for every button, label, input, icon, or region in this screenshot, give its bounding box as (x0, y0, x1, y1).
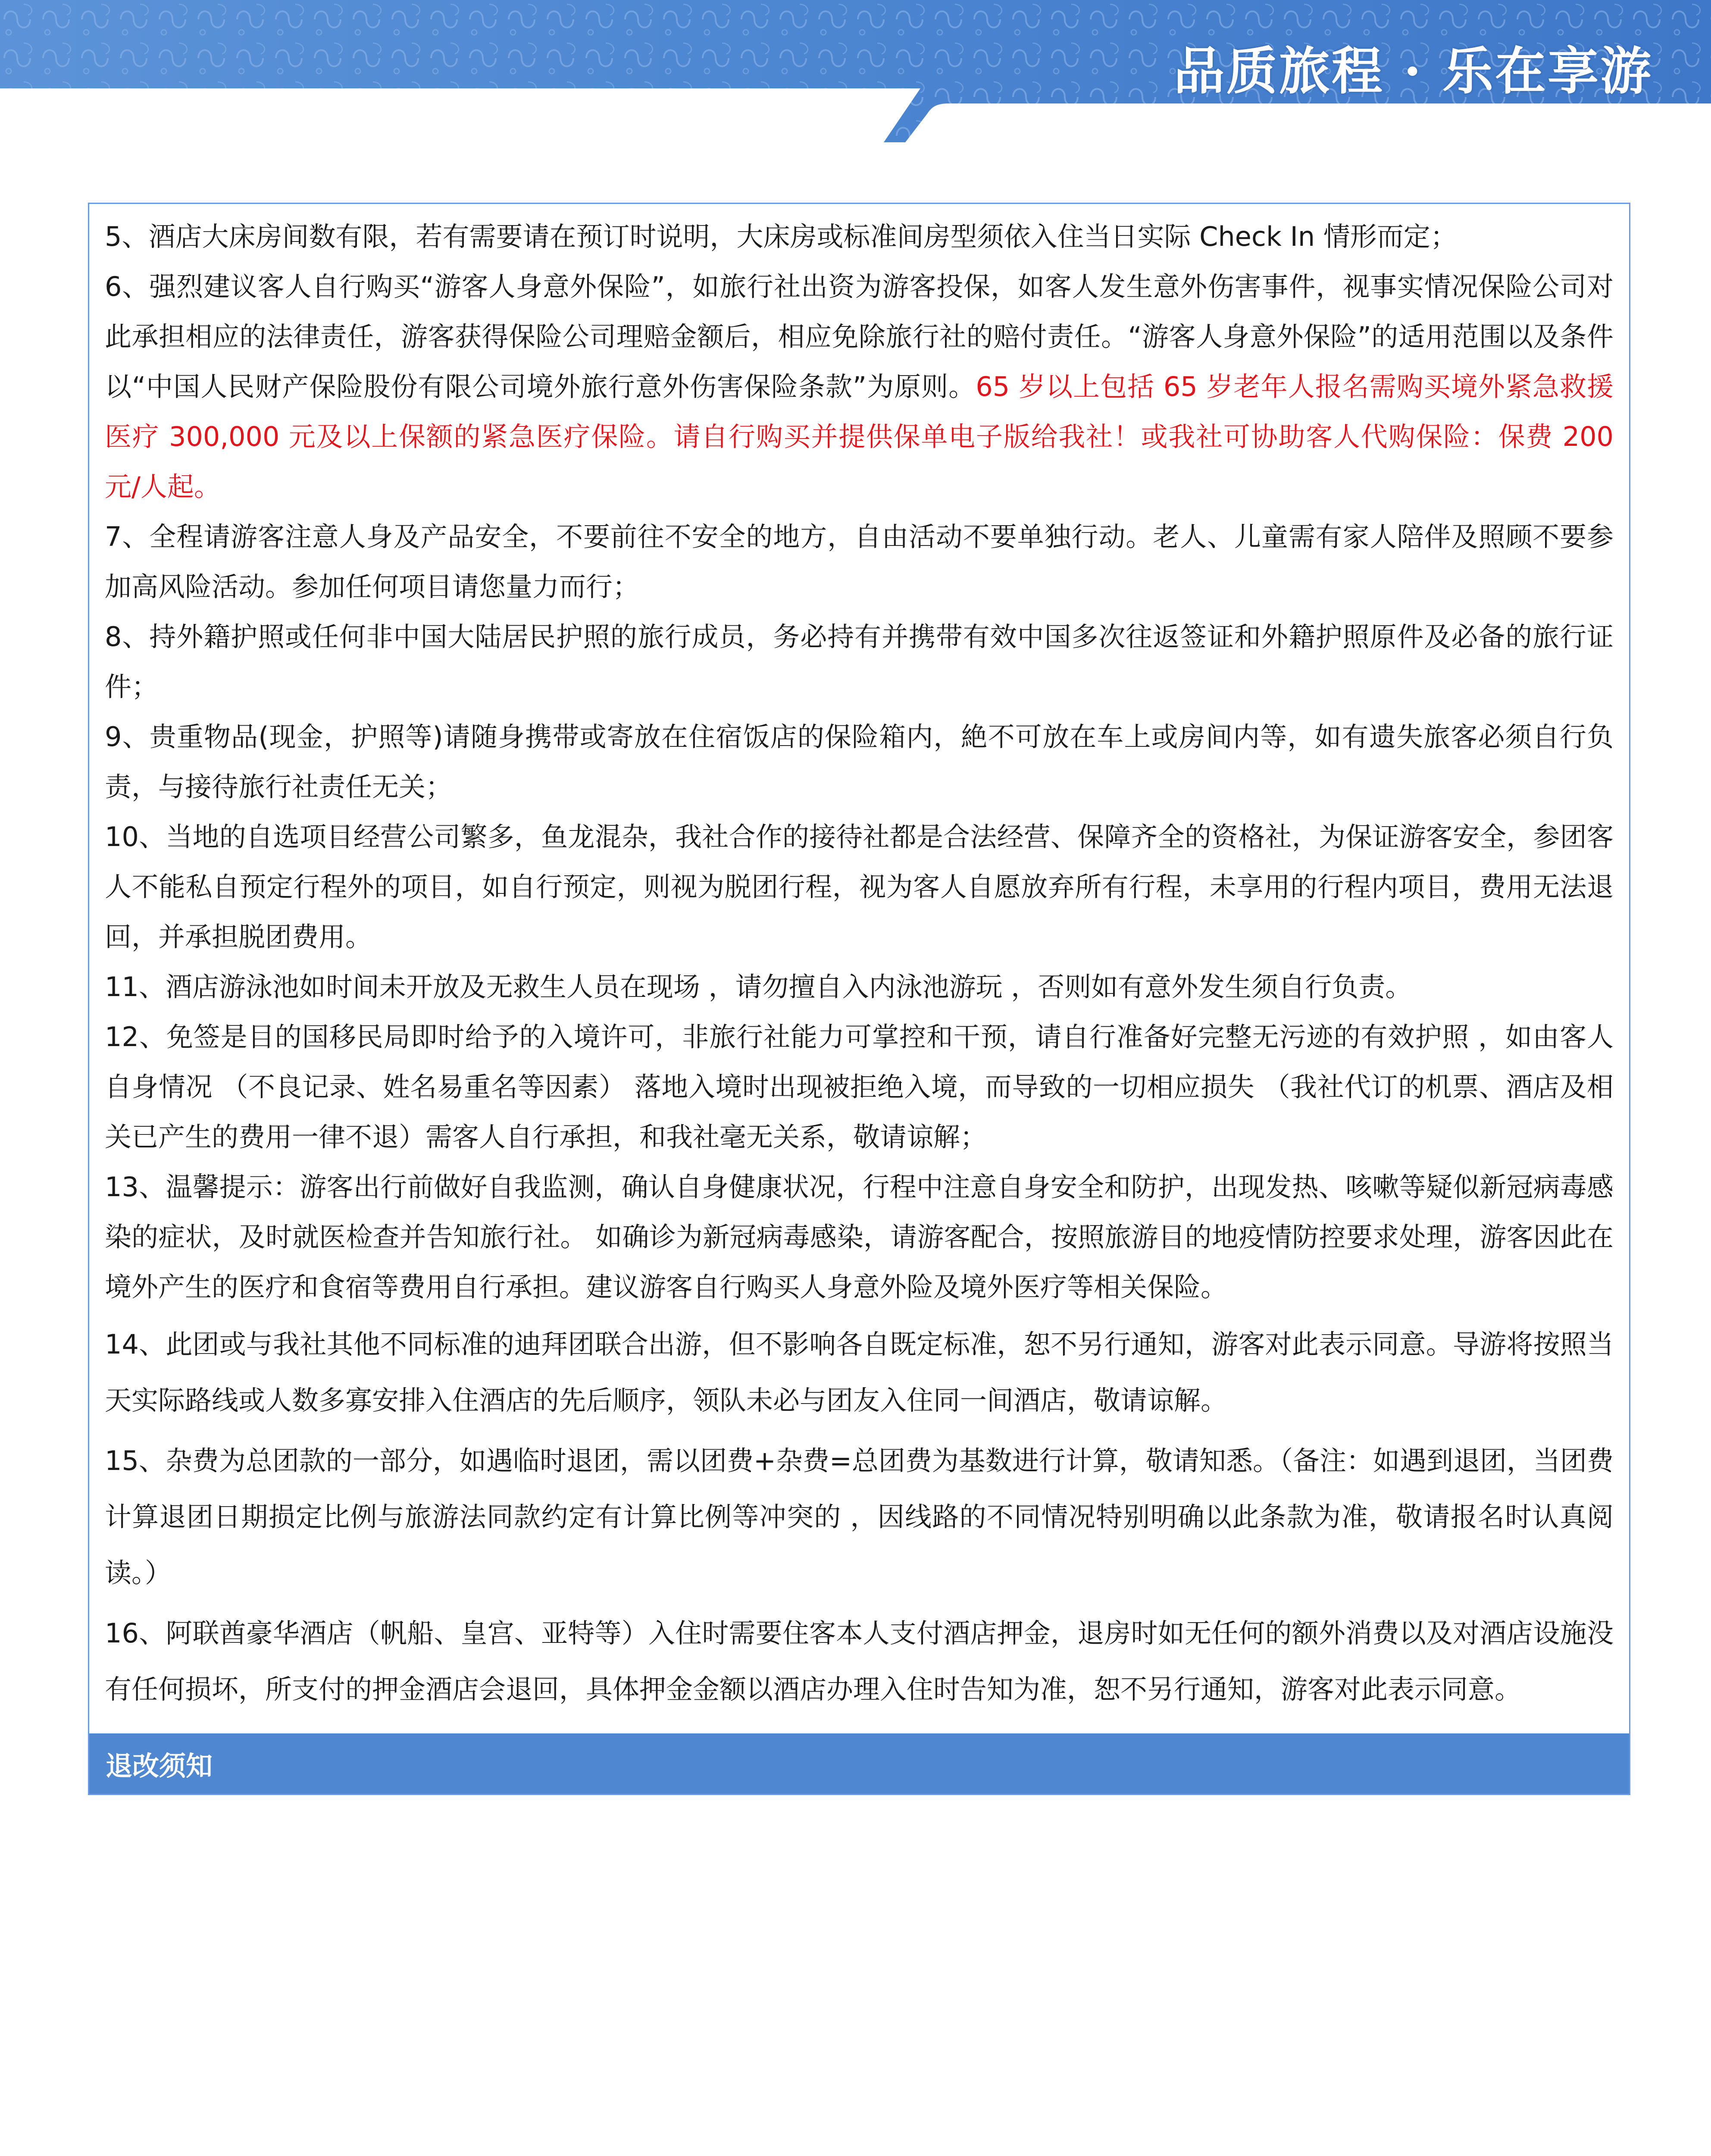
slogan: 品质旅程 · 乐在享游 (1173, 41, 1653, 101)
term-13: 13、温馨提示：游客出行前做好自我监测，确认自身健康状况，行程中注意自身安全和防护，出现发热、咳嗽等疑似新冠病毒感染的症状，及时就医检查并告知旅行社。 如确诊为新冠病毒感染，请游客配合，按照旅游目的地疫情防控要求处理，游客因此在境外产生的医疗和食宿等费用自行承担。建议游客自行购买人身意外险及境外医疗等相关保险。 (105, 1171, 1614, 1303)
terms-list (89, 204, 1629, 1717)
term-7: 7、全程请游客注意人身及产品安全，不要前往不安全的地方，自由活动不要单独行动。老人、儿童需有家人陪伴及照顾不要参加高风险活动。参加任何项目请您量力而行； (105, 521, 1614, 602)
term-12: 12、免签是目的国移民局即时给予的入境许可，非旅行社能力可掌控和干预，请自行准备好完整无污迹的有效护照 ，如由客人自身情况 （不良记录、姓名易重名等因素） 落地入境时出现被拒绝入境，而导致的一切相应损失 （我社代订的机票、酒店及相关已产生的费用一律不退）需客人自行承担，和我社毫无关系，敬请谅解； (105, 1021, 1614, 1153)
term-6-warning: 65 岁以上包括 65 岁老年人报名需购买境外紧急救援医疗 300,000 元及以上保额的紧急医疗保险。请自行购买并提供保单电子版给我社！或我社可协助客人代购保险：保费 200 元/人起。 (105, 371, 1614, 502)
terms-box (88, 203, 1630, 1795)
section-title: 退改须知 (106, 1750, 213, 1782)
term-5: 5、酒店大床房间数有限，若有需要请在预订时说明，大床房或标准间房型须依入住当日实际 Check In 情形而定； (105, 221, 1457, 252)
term-11: 11、酒店游泳池如时间未开放及无救生人员在现场 ，请勿擅自入内泳池游玩 ，否则如有意外发生须自行负责。 (105, 971, 1412, 1003)
term-9: 9、贵重物品(现金，护照等)请随身携带或寄放在住宿饭店的保险箱内，絶不可放在车上或房间内等，如有遗失旅客必须自行负责，与接待旅行社责任无关； (105, 721, 1614, 802)
term-8: 8、持外籍护照或任何非中国大陆居民护照的旅行成员，务必持有并携带有效中国多次往返签证和外籍护照原件及必备的旅行证件； (105, 621, 1614, 702)
header-banner (0, 0, 1711, 142)
section-header-refund (89, 1733, 1629, 1794)
term-6-text: 6、强烈建议客人自行购买“游客人身意外保险”，如旅行社出资为游客投保，如客人发生意外伤害事件，视事实情况保险公司对此承担相应的法律责任，游客获得保险公司理赔金额后，相应免除旅行社的赔付责任。“游客人身意外保险”的适用范围以及条件以“中国人民财产保险股份有限公司境外旅行意外伤害保险条款”为原则。 (105, 271, 1614, 402)
term-10: 10、当地的自选项目经营公司繁多，鱼龙混杂，我社合作的接待社都是合法经营、保障齐全的资格社，为保证游客安全，参团客人不能私自预定行程外的项目，如自行预定，则视为脱团行程，视为客人自愿放弃所有行程，未享用的行程内项目，费用无法退回，并承担脱团费用。 (105, 821, 1614, 953)
term-14: 14、此团或与我社其他不同标准的迪拜团联合出游，但不影响各自既定标准，恕不另行通知，游客对此表示同意。导游将按照当天实际路线或人数多寡安排入住酒店的先后顺序，领队未必与团友入住同一间酒店，敬请谅解。 (105, 1329, 1614, 1416)
term-16: 16、阿联酋豪华酒店（帆船、皇宫、亚特等）入住时需要住客本人支付酒店押金，退房时如无任何的额外消费以及对酒店设施没有任何损坏，所支付的押金酒店会退回，具体押金金额以酒店办理入住时告知为准，恕不另行通知，游客对此表示同意。 (105, 1617, 1614, 1705)
term-6 (105, 262, 1614, 512)
term-15: 15、杂费为总团款的一部分，如遇临时退团，需以团费+杂费=总团费为基数进行计算，敬请知悉。（备注：如遇到退团，当团费计算退团日期损定比例与旅游法同款约定有计算比例等冲突的 ，因线路的不同情况特别明确以此条款为准，敬请报名时认真阅读。） (105, 1445, 1614, 1589)
